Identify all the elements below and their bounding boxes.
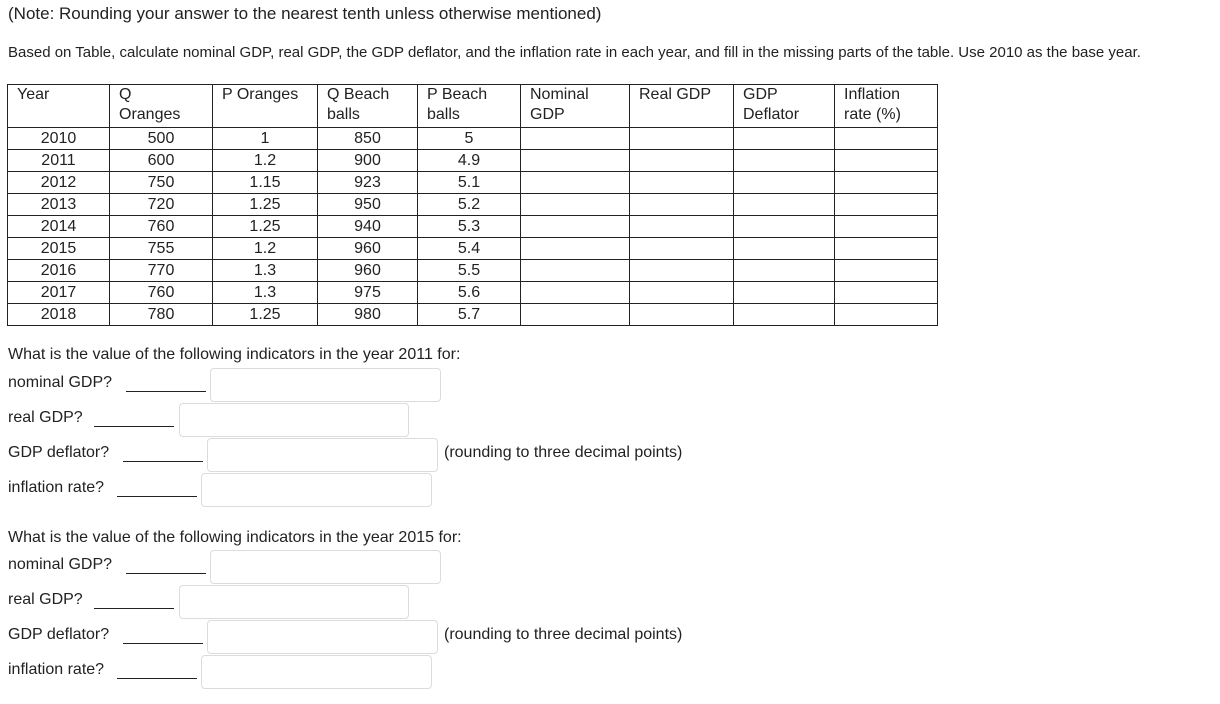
deflator-rounding-hint-2015: (rounding to three decimal points) bbox=[444, 626, 683, 643]
header-gdp-deflator bbox=[734, 85, 835, 128]
table-row bbox=[8, 282, 938, 304]
cell-q-oranges: 750 bbox=[110, 172, 213, 194]
cell-real-gdp[interactable] bbox=[630, 128, 734, 150]
cell-gdp-deflator[interactable] bbox=[734, 260, 835, 282]
cell-gdp-deflator[interactable] bbox=[734, 282, 835, 304]
cell-q-oranges: 760 bbox=[110, 282, 213, 304]
header-text: P Oranges bbox=[222, 86, 299, 103]
cell-q-oranges: 755 bbox=[110, 238, 213, 260]
cell-real-gdp[interactable] bbox=[630, 216, 734, 238]
cell-p-beach-balls: 5.1 bbox=[418, 172, 521, 194]
real-gdp-2015-label: real GDP? bbox=[8, 591, 83, 608]
header-text: balls bbox=[427, 106, 460, 123]
cell-p-oranges: 1.2 bbox=[213, 150, 318, 172]
header-q-beach-balls bbox=[318, 85, 418, 128]
cell-year: 2018 bbox=[8, 304, 110, 326]
inflation-rate-2011-input[interactable] bbox=[201, 473, 432, 507]
cell-nominal-gdp[interactable] bbox=[521, 282, 630, 304]
nominal-gdp-2011-label: nominal GDP? bbox=[8, 374, 113, 391]
cell-gdp-deflator[interactable] bbox=[734, 216, 835, 238]
table-row bbox=[8, 216, 938, 238]
cell-nominal-gdp[interactable] bbox=[521, 304, 630, 326]
cell-q-beach-balls: 900 bbox=[318, 150, 418, 172]
cell-nominal-gdp[interactable] bbox=[521, 216, 630, 238]
cell-q-oranges: 780 bbox=[110, 304, 213, 326]
cell-gdp-deflator[interactable] bbox=[734, 304, 835, 326]
cell-real-gdp[interactable] bbox=[630, 282, 734, 304]
cell-gdp-deflator[interactable] bbox=[734, 128, 835, 150]
cell-q-beach-balls: 980 bbox=[318, 304, 418, 326]
header-text: Deflator bbox=[743, 106, 800, 123]
cell-gdp-deflator[interactable] bbox=[734, 194, 835, 216]
question-2011-title: What is the value of the following indicators in the year 2011 for: bbox=[8, 346, 461, 363]
cell-inflation-rate[interactable] bbox=[835, 194, 938, 216]
header-text: Real GDP bbox=[639, 86, 712, 103]
cell-year: 2015 bbox=[8, 238, 110, 260]
table-header bbox=[8, 85, 938, 128]
cell-gdp-deflator[interactable] bbox=[734, 172, 835, 194]
cell-p-oranges: 1.2 bbox=[213, 238, 318, 260]
cell-nominal-gdp[interactable] bbox=[521, 260, 630, 282]
cell-p-oranges: 1.3 bbox=[213, 260, 318, 282]
cell-p-oranges: 1.15 bbox=[213, 172, 318, 194]
cell-q-beach-balls: 975 bbox=[318, 282, 418, 304]
cell-q-oranges: 600 bbox=[110, 150, 213, 172]
cell-year: 2017 bbox=[8, 282, 110, 304]
answer-blank-line bbox=[126, 573, 206, 574]
header-text: Year bbox=[17, 86, 50, 103]
header-text: Q Beach bbox=[327, 86, 390, 103]
table-body bbox=[8, 128, 938, 326]
header-text: rate (%) bbox=[844, 106, 901, 123]
inflation-rate-2015-input[interactable] bbox=[201, 655, 432, 689]
header-year bbox=[8, 85, 110, 128]
table-row bbox=[8, 194, 938, 216]
answer-blank-line bbox=[117, 496, 197, 497]
cell-inflation-rate[interactable] bbox=[835, 260, 938, 282]
cell-p-beach-balls: 4.9 bbox=[418, 150, 521, 172]
rounding-note: (Note: Rounding your answer to the nearest tenth unless otherwise mentioned) bbox=[8, 4, 602, 23]
cell-q-beach-balls: 960 bbox=[318, 238, 418, 260]
table-row bbox=[8, 172, 938, 194]
answer-blank-line bbox=[94, 608, 174, 609]
header-p-beach-balls bbox=[418, 85, 521, 128]
header-text: GDP bbox=[530, 106, 565, 123]
cell-p-oranges: 1.25 bbox=[213, 194, 318, 216]
header-text: GDP bbox=[743, 86, 778, 103]
table-row bbox=[8, 238, 938, 260]
cell-p-oranges: 1.25 bbox=[213, 216, 318, 238]
answer-blank-line bbox=[126, 391, 206, 392]
cell-q-beach-balls: 923 bbox=[318, 172, 418, 194]
gdp-deflator-2011-label: GDP deflator? bbox=[8, 444, 110, 461]
cell-real-gdp[interactable] bbox=[630, 260, 734, 282]
cell-gdp-deflator[interactable] bbox=[734, 150, 835, 172]
cell-real-gdp[interactable] bbox=[630, 172, 734, 194]
header-text: Oranges bbox=[119, 106, 181, 123]
cell-p-beach-balls: 5.7 bbox=[418, 304, 521, 326]
cell-real-gdp[interactable] bbox=[630, 150, 734, 172]
cell-q-oranges: 720 bbox=[110, 194, 213, 216]
instructions: Based on Table, calculate nominal GDP, real GDP, the GDP deflator, and the inflation rate in each year, and fill in the missing parts of the table. Use 2010 as the base year. bbox=[8, 44, 1141, 61]
cell-real-gdp[interactable] bbox=[630, 194, 734, 216]
cell-q-beach-balls: 950 bbox=[318, 194, 418, 216]
cell-year: 2016 bbox=[8, 260, 110, 282]
cell-real-gdp[interactable] bbox=[630, 304, 734, 326]
answer-blank-line bbox=[117, 678, 197, 679]
cell-q-oranges: 770 bbox=[110, 260, 213, 282]
gdp-table bbox=[7, 84, 938, 326]
cell-nominal-gdp[interactable] bbox=[521, 128, 630, 150]
cell-p-beach-balls: 5 bbox=[418, 128, 521, 150]
cell-q-oranges: 760 bbox=[110, 216, 213, 238]
real-gdp-2015-input[interactable] bbox=[179, 585, 409, 619]
cell-inflation-rate[interactable] bbox=[835, 282, 938, 304]
header-nominal-gdp bbox=[521, 85, 630, 128]
real-gdp-2011-input[interactable] bbox=[179, 403, 409, 437]
question-2015-title: What is the value of the following indicators in the year 2015 for: bbox=[8, 529, 462, 546]
gdp-deflator-2015-label: GDP deflator? bbox=[8, 626, 110, 643]
cell-inflation-rate[interactable] bbox=[835, 150, 938, 172]
header-text: Nominal bbox=[530, 86, 589, 103]
deflator-rounding-hint-2011: (rounding to three decimal points) bbox=[444, 444, 683, 461]
header-inflation-rate bbox=[835, 85, 938, 128]
cell-year: 2010 bbox=[8, 128, 110, 150]
cell-real-gdp[interactable] bbox=[630, 238, 734, 260]
cell-inflation-rate[interactable] bbox=[835, 172, 938, 194]
cell-inflation-rate[interactable] bbox=[835, 238, 938, 260]
cell-year: 2012 bbox=[8, 172, 110, 194]
cell-p-beach-balls: 5.4 bbox=[418, 238, 521, 260]
cell-p-oranges: 1 bbox=[213, 128, 318, 150]
cell-p-beach-balls: 5.2 bbox=[418, 194, 521, 216]
cell-nominal-gdp[interactable] bbox=[521, 150, 630, 172]
cell-q-beach-balls: 960 bbox=[318, 260, 418, 282]
nominal-gdp-2015-input[interactable] bbox=[210, 550, 441, 584]
table-row bbox=[8, 128, 938, 150]
header-q-oranges bbox=[110, 85, 213, 128]
cell-q-beach-balls: 850 bbox=[318, 128, 418, 150]
gdp-deflator-2015-input[interactable] bbox=[207, 620, 438, 654]
cell-p-beach-balls: 5.3 bbox=[418, 216, 521, 238]
cell-inflation-rate[interactable] bbox=[835, 304, 938, 326]
header-row bbox=[8, 85, 938, 128]
header-text: balls bbox=[327, 106, 360, 123]
inflation-rate-2011-label: inflation rate? bbox=[8, 479, 105, 496]
nominal-gdp-2011-input[interactable] bbox=[210, 368, 441, 402]
cell-p-oranges: 1.25 bbox=[213, 304, 318, 326]
real-gdp-2011-label: real GDP? bbox=[8, 409, 83, 426]
cell-inflation-rate[interactable] bbox=[835, 216, 938, 238]
answer-blank-line bbox=[94, 426, 174, 427]
cell-p-oranges: 1.3 bbox=[213, 282, 318, 304]
cell-year: 2011 bbox=[8, 150, 110, 172]
cell-inflation-rate[interactable] bbox=[835, 128, 938, 150]
cell-p-beach-balls: 5.5 bbox=[418, 260, 521, 282]
header-text: Q bbox=[119, 86, 132, 103]
cell-year: 2013 bbox=[8, 194, 110, 216]
cell-q-oranges: 500 bbox=[110, 128, 213, 150]
answer-blank-line bbox=[123, 461, 203, 462]
header-text: P Beach bbox=[427, 86, 488, 103]
table-row bbox=[8, 260, 938, 282]
header-text: Inflation bbox=[844, 86, 901, 103]
cell-year: 2014 bbox=[8, 216, 110, 238]
cell-gdp-deflator[interactable] bbox=[734, 238, 835, 260]
inflation-rate-2015-label: inflation rate? bbox=[8, 661, 105, 678]
cell-nominal-gdp[interactable] bbox=[521, 238, 630, 260]
cell-q-beach-balls: 940 bbox=[318, 216, 418, 238]
nominal-gdp-2015-label: nominal GDP? bbox=[8, 556, 113, 573]
header-real-gdp bbox=[630, 85, 734, 128]
answer-blank-line bbox=[123, 643, 203, 644]
table-row bbox=[8, 150, 938, 172]
cell-nominal-gdp[interactable] bbox=[521, 172, 630, 194]
table-row bbox=[8, 304, 938, 326]
gdp-deflator-2011-input[interactable] bbox=[207, 438, 438, 472]
cell-p-beach-balls: 5.6 bbox=[418, 282, 521, 304]
cell-nominal-gdp[interactable] bbox=[521, 194, 630, 216]
header-p-oranges bbox=[213, 85, 318, 128]
